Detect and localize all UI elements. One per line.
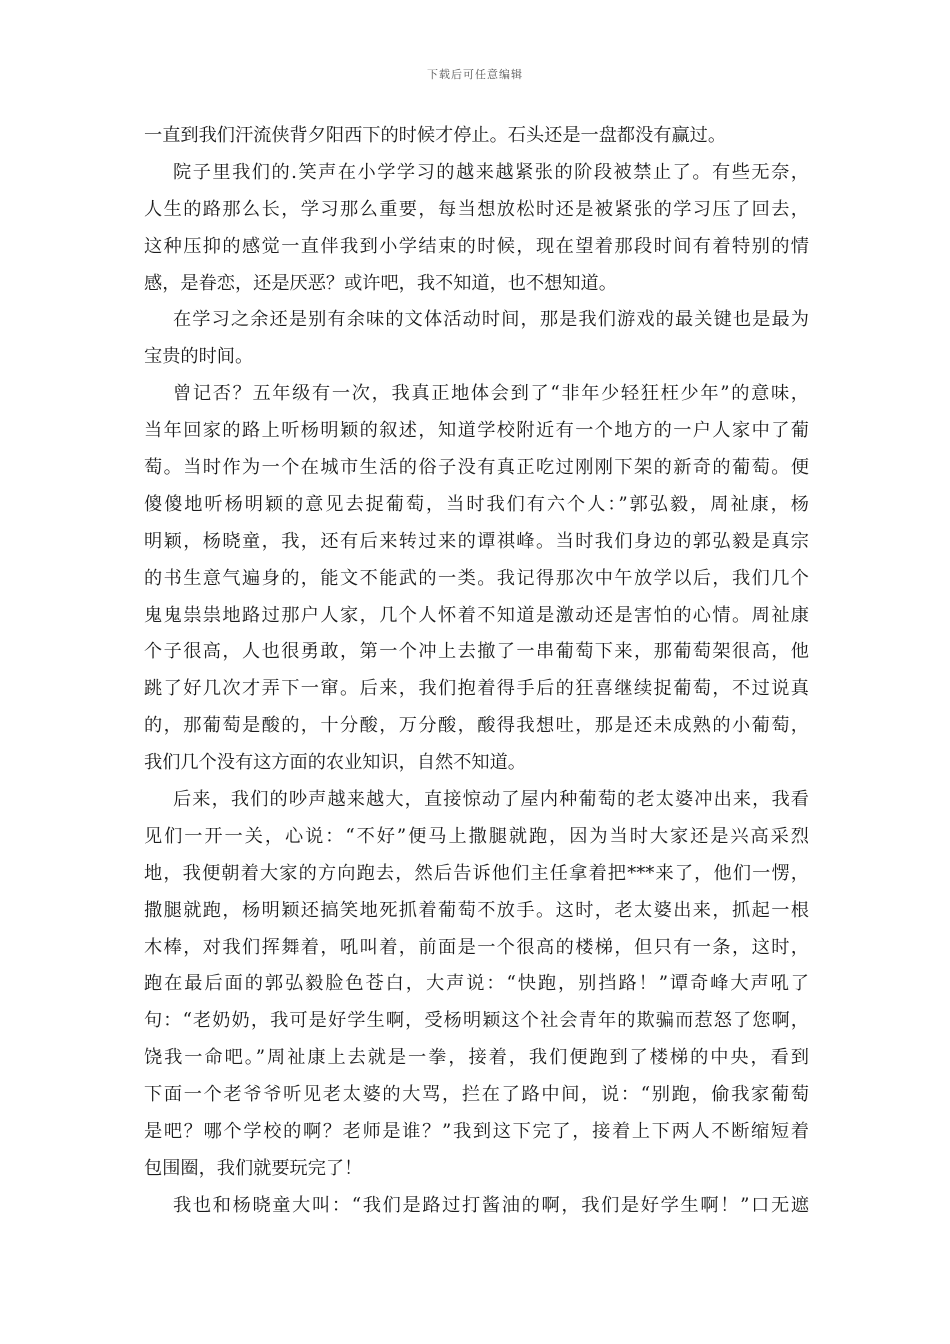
text-line: 当年回家的路上听杨明颖的叙述，知道学校附近有一个地方的一户人家中了葡 (144, 420, 809, 442)
text-line: 包围圈，我们就要玩完了！ (144, 1157, 363, 1179)
text-line: 曾记否？五年级有一次，我真正地体会到了“非年少轻狂枉少年”的意味， (173, 383, 809, 405)
text-line: 傻傻地听杨明颖的意见去捉葡萄，当时我们有六个人：”郭弘毅，周祉康，杨 (144, 493, 809, 515)
text-line: 宝贵的时间。 (144, 346, 254, 368)
text-line: 地，我便朝着大家的方向跑去，然后告诉他们主任拿着把***来了，他们一愣， (144, 862, 809, 884)
text-line: 见们一开一关，心说：“不好”便马上撒腿就跑，因为当时大家还是兴高采烈 (144, 825, 809, 847)
text-line: 是吧？哪个学校的啊？老师是谁？”我到这下完了，接着上下两人不断缩短着 (144, 1121, 809, 1143)
text-line: 鬼鬼祟祟地路过那户人家，几个人怀着不知道是激动还是害怕的心情。周祉康 (144, 604, 809, 626)
page-header: 下载后可任意编辑 (427, 68, 523, 81)
text-line: 这种压抑的感觉一直伴我到小学结束的时候，现在望着那段时间有着特别的情 (144, 235, 809, 257)
text-line: 跳了好几次才弄下一窜。后来，我们抱着得手后的狂喜继续捉葡萄，不过说真 (144, 678, 809, 700)
text-line: 下面一个老爷爷听见老太婆的大骂，拦在了路中间，说：“别跑，偷我家葡萄 (144, 1084, 809, 1106)
text-line: 我也和杨晓童大叫：“我们是路过打酱油的啊，我们是好学生啊！”口无遮 (173, 1194, 809, 1216)
text-line: 个子很高，人也很勇敢，第一个冲上去撤了一串葡萄下来，那葡萄架很高，他 (144, 641, 809, 663)
text-line: 跑在最后面的郭弘毅脸色苍白，大声说：“快跑，别挡路！”谭奇峰大声吼了 (144, 973, 809, 995)
text-line: 明颖，杨晓童，我，还有后来转过来的谭祺峰。当时我们身边的郭弘毅是真宗 (144, 530, 809, 552)
text-line: 在学习之余还是别有余味的文体活动时间，那是我们游戏的最关键也是最为 (173, 309, 809, 331)
text-line: 我们几个没有这方面的农业知识，自然不知道。 (144, 752, 526, 774)
body-text (144, 118, 809, 1225)
text-line: 院子里我们的.笑声在小学学习的越来越紧张的阶段被禁止了。有些无奈， (173, 161, 809, 183)
text-line: 后来，我们的吵声越来越大，直接惊动了屋内种葡萄的老太婆冲出来，我看 (173, 789, 809, 811)
text-line: 的，那葡萄是酸的，十分酸，万分酸，酸得我想吐，那是还未成熟的小葡萄， (144, 715, 809, 737)
text-line: 撒腿就跑，杨明颖还搞笑地死抓着葡萄不放手。这时，老太婆出来，抓起一根 (144, 899, 809, 921)
text-line: 饶我一命吧。”周祉康上去就是一拳，接着，我们便跑到了楼梯的中央，看到 (144, 1047, 809, 1069)
text-line: 木棒，对我们挥舞着，吼叫着，前面是一个很高的楼梯，但只有一条，这时， (144, 936, 809, 958)
text-line: 的书生意气遍身的，能文不能武的一类。我记得那次中午放学以后，我们几个 (144, 567, 809, 589)
text-line: 一直到我们汗流侠背夕阳西下的时候才停止。石头还是一盘都没有赢过。 (144, 125, 727, 146)
text-line: 人生的路那么长，学习那么重要，每当想放松时还是被紧张的学习压了回去， (144, 198, 809, 220)
text-line: 感，是眷恋，还是厌恶？或许吧，我不知道，也不想知道。 (144, 272, 617, 294)
text-line: 句：“老奶奶，我可是好学生啊，受杨明颖这个社会青年的欺骗而惹怒了您啊， (144, 1010, 809, 1032)
text-line: 萄。当时作为一个在城市生活的俗子没有真正吃过刚刚下架的新奇的葡萄。便 (144, 457, 809, 479)
